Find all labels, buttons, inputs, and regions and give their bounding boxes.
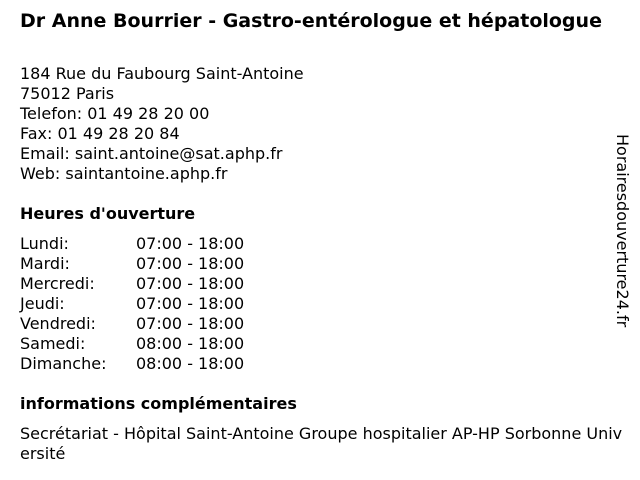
time-range: 07:00 - 18:00 xyxy=(136,294,245,313)
time-range: 07:00 - 18:00 xyxy=(136,234,245,253)
page-title: Dr Anne Bourrier - Gastro-entérologue et hépatologue xyxy=(20,10,602,32)
hours-row-saturday xyxy=(20,334,244,354)
day-label: Dimanche: xyxy=(20,354,107,373)
time-range: 08:00 - 18:00 xyxy=(136,354,245,373)
time-range: 07:00 - 18:00 xyxy=(136,274,245,293)
additional-info-heading: informations complémentaires xyxy=(20,394,297,413)
site-watermark: Horairesdouverture24.fr xyxy=(613,134,632,328)
hours-row-tuesday xyxy=(20,254,244,274)
address-line-street: 184 Rue du Faubourg Saint-Antoine xyxy=(20,64,304,83)
opening-hours-table xyxy=(20,234,244,374)
hours-row-sunday xyxy=(20,354,244,374)
day-label: Samedi: xyxy=(20,334,86,353)
day-label: Mercredi: xyxy=(20,274,95,293)
opening-hours-heading: Heures d'ouverture xyxy=(20,204,196,223)
time-range: 07:00 - 18:00 xyxy=(136,254,245,273)
phone-text: Telefon: 01 49 28 20 00 xyxy=(20,104,210,123)
day-label: Lundi: xyxy=(20,234,69,253)
day-label: Vendredi: xyxy=(20,314,96,333)
hours-row-thursday xyxy=(20,294,244,314)
time-range: 08:00 - 18:00 xyxy=(136,334,245,353)
web-text: Web: saintantoine.aphp.fr xyxy=(20,164,228,183)
address-line-city: 75012 Paris xyxy=(20,84,115,103)
contact-block xyxy=(20,64,304,184)
hours-row-wednesday xyxy=(20,274,244,294)
day-label: Mardi: xyxy=(20,254,70,273)
email-text: Email: saint.antoine@sat.aphp.fr xyxy=(20,144,283,163)
additional-info-text: Secrétariat - Hôpital Saint-Antoine Groupe hospitalier AP-HP Sorbonne Université xyxy=(20,424,623,463)
fax-text: Fax: 01 49 28 20 84 xyxy=(20,124,180,143)
time-range: 07:00 - 18:00 xyxy=(136,314,245,333)
day-label: Jeudi: xyxy=(20,294,65,313)
hours-row-monday xyxy=(20,234,244,254)
hours-row-friday xyxy=(20,314,244,334)
